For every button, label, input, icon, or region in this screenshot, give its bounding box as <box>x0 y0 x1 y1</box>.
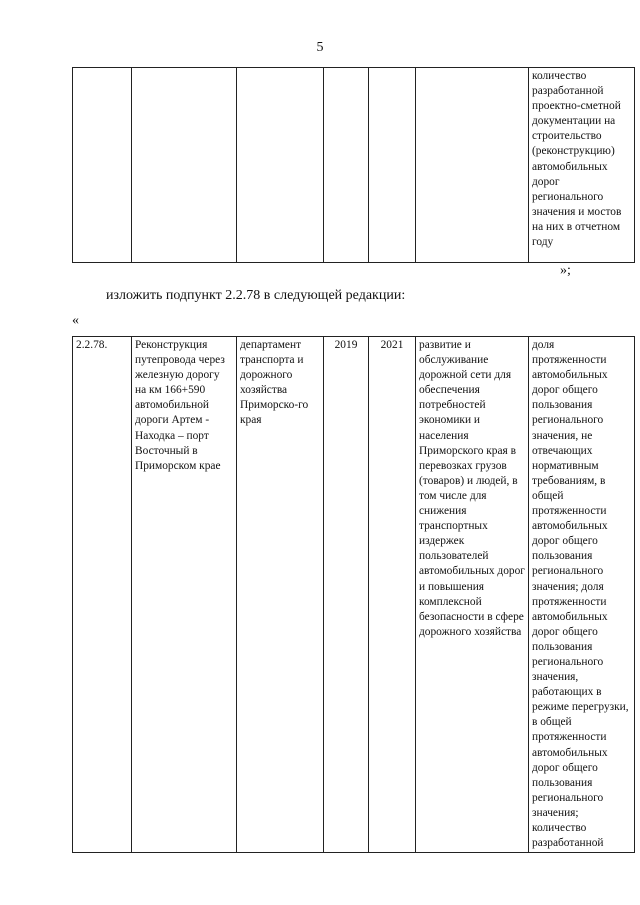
amendment-instruction: изложить подпункт 2.2.78 в следующей редакции: <box>106 288 406 303</box>
opening-quote: « <box>72 313 79 328</box>
table-cell-executor <box>237 68 324 263</box>
table-row <box>73 68 635 263</box>
table-cell-result <box>416 68 529 263</box>
table-row <box>73 337 635 853</box>
table-cell-year-start: 2019 <box>324 337 369 853</box>
continuation-table <box>72 67 635 263</box>
table-cell-number <box>73 68 132 263</box>
table-cell-result: развитие и обслуживание дорожной сети для обеспечения потребностей экономики и населения Приморского края в перевозках грузов (товаров) и людей, в том числе для снижения транспортных издержек пользователей автомобильных дорог и повышения комплексной безопасности в сфере дорожного хозяйства <box>416 337 529 853</box>
closing-quote: »; <box>560 263 571 278</box>
table-cell-executor: департамент транспорта и дорожного хозяйства Приморско-го края <box>237 337 324 853</box>
table-cell-year-start <box>324 68 369 263</box>
table-cell-name: Реконструкция путепровода через железную дорогу на км 166+590 автомобильной дороги Артем - Находка – порт Восточный в Приморском крае <box>132 337 237 853</box>
subitem-table <box>72 336 635 853</box>
page-number: 5 <box>316 40 324 55</box>
table-cell-indicators: количество разработанной проектно-сметной документации на строительство (реконструкцию) автомобильных дорог регионального значения и мостов на них в отчетном году <box>529 68 635 263</box>
table-cell-year-end: 2021 <box>369 337 416 853</box>
table-cell-indicators: доля протяженности автомобильных дорог общего пользования регионального значения, не отвечающих нормативным требованиям, в общей протяженности автомобильных дорог общего пользования регионального значения; доля протяженности автомобильных дорог общего пользования регионального значения, работающих в режиме перегрузки, в общей протяженности автомобильных дорог общего пользования регионального значения; количество разработанной <box>529 337 635 853</box>
table-cell-name <box>132 68 237 263</box>
table-cell-number: 2.2.78. <box>73 337 132 853</box>
table-cell-year-end <box>369 68 416 263</box>
